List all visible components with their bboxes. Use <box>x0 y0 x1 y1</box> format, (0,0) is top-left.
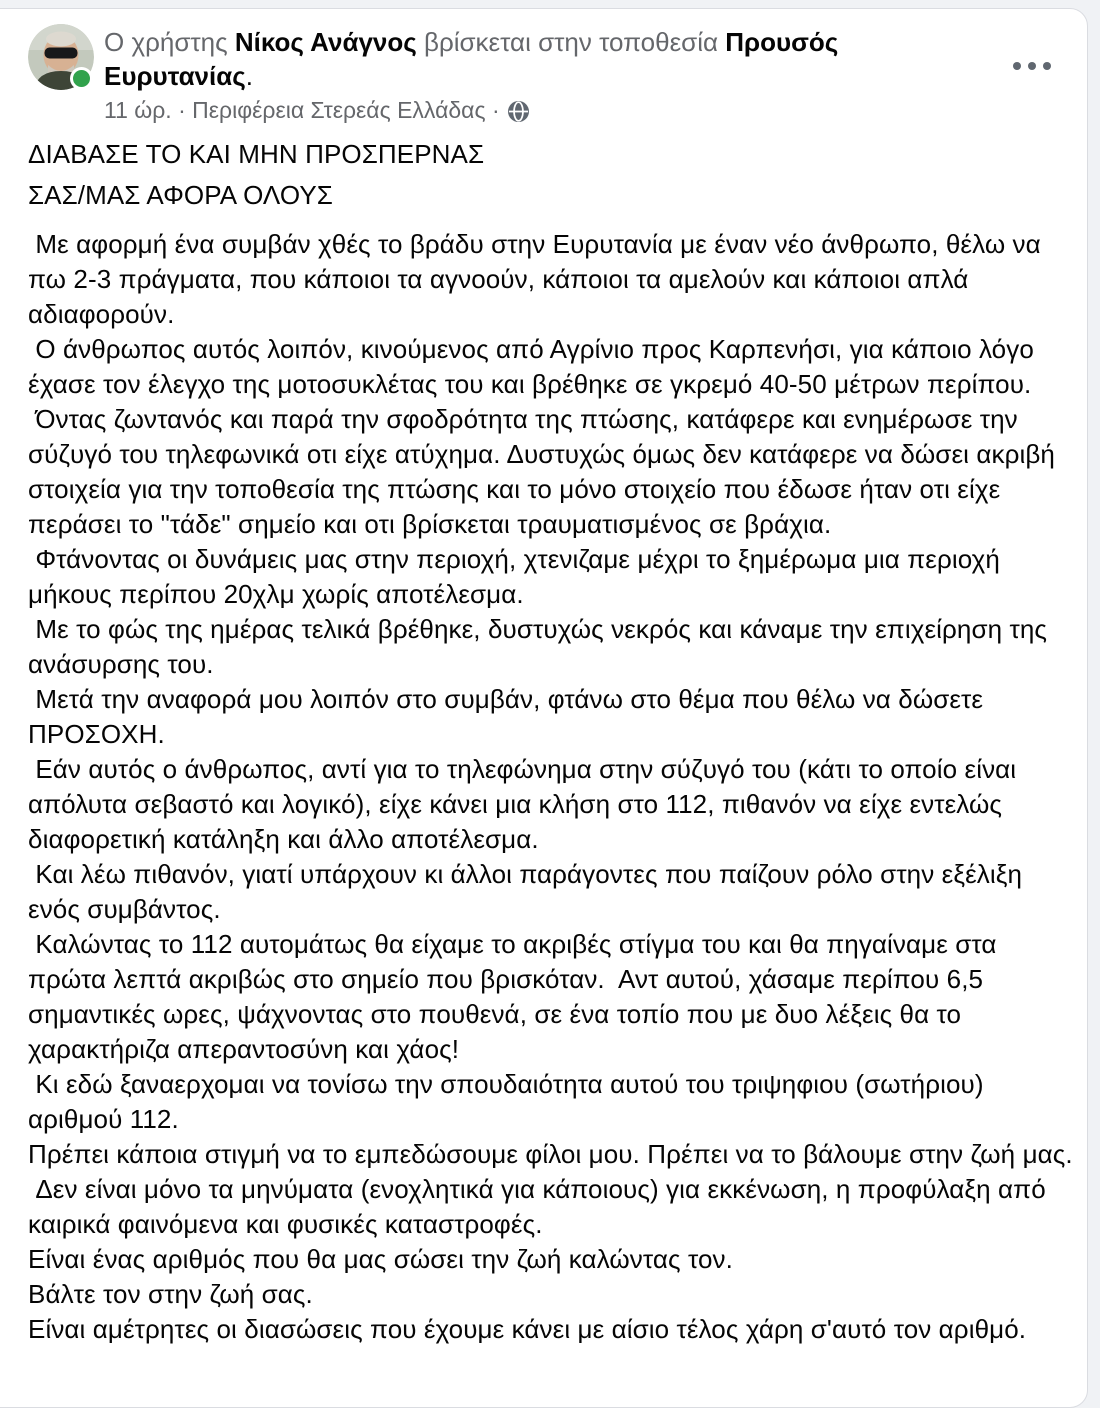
title-action: βρίσκεται στην τοποθεσία <box>416 27 726 57</box>
title-prefix: Ο χρήστης <box>104 27 235 57</box>
post-text-line: Και λέω πιθανόν, γιατί υπάρχουν κι άλλοι παράγοντες που παίζουν ρόλο στην εξέλιξη ενός συμβάντος. <box>28 859 1030 924</box>
header-text <box>104 24 1073 125</box>
post-text-line: Βάλτε τον στην ζωή σας. <box>28 1279 313 1309</box>
region-link[interactable]: Περιφέρεια Στερεάς Ελλάδας <box>192 97 486 123</box>
post-text-line: Δεν είναι μόνο τα μηνύματα (ενοχλητικά για κάποιους) για εκκένωση, η προφύλαξη από καιρικά φαινόμενα και φυσικές καταστροφές. <box>28 1174 1054 1239</box>
post-text-line: Είναι αμέτρητες οι διασώσεις που έχουμε κάνει με αίσιο τέλος χάρη σ'αυτό τον αριθμό. <box>28 1314 1027 1344</box>
post-text-line: ΔΙΑΒΑΣΕ ΤΟ ΚΑΙ ΜΗΝ ΠΡΟΣΠΕΡΝΑΣ <box>28 139 485 169</box>
post-text-line: Καλώντας το 112 αυτομάτως θα είχαμε το ακριβές στίγμα του και θα πηγαίναμε στα πρώτα λεπτά ακριβώς στο σημείο που βρισκόταν. Αντ αυτού, χάσαμε περίπου 6,5 σημαντικές ωρες, ψάχνοντας στο πουθενά, σε ένα τοπίο που με δυο λέξεις θα το χαρακτήριζα απεραντοσύνη και χάος! <box>28 929 1004 1064</box>
author-name-link[interactable]: Νίκος Ανάγνος <box>234 27 417 57</box>
ellipsis-dot <box>1013 62 1021 70</box>
post-text-line: Κι εδώ ξαναερχομαι να τονίσω την σπουδαιότητα αυτού του τριψηφιου (σωτήριου) αριθμού 112. <box>28 1069 991 1134</box>
post-title <box>104 25 1073 93</box>
avatar[interactable] <box>28 24 94 90</box>
post-content <box>28 137 1073 1347</box>
post-text-line: Εάν αυτός ο άνθρωπος, αντί για το τηλεφώνημα στην σύζυγό του (κάτι το οποίο είναι απόλυτα σεβαστό και λογικό), είχε κάνει μια κλήση στο 112, πιθανόν να είχε εντελώς διαφορετική κατάληξη και άλλο αποτέλεσμα. <box>28 754 1024 854</box>
post-header <box>28 24 1073 125</box>
more-options-button[interactable] <box>1005 54 1059 78</box>
post-text-line: Φτάνοντας οι δυνάμεις μας στην περιοχή, χτενιζαμε μέχρι το ξημέρωμα μια περιοχή μήκους περίπου 20χλμ χωρίς αποτέλεσμα. <box>28 544 1008 609</box>
ellipsis-dot <box>1043 62 1051 70</box>
post-text-line: Είναι ένας αριθμός που θα μας σώσει την ζωή καλώντας τον. <box>28 1244 733 1274</box>
location-link[interactable]: Προυσός Ευρυτανίας <box>104 27 839 91</box>
meta-separator: · <box>485 97 507 123</box>
post-text-line: ΣΑΣ/ΜΑΣ ΑΦΟΡΑ ΟΛΟΥΣ <box>28 180 333 210</box>
post-text-line: Ο άνθρωπος αυτός λοιπόν, κινούμενος από Αγρίνιο προς Καρπενήσι, για κάποιο λόγο έχασε τον έλεγχο της μοτοσυκλέτας του και βρέθηκε σε γκρεμό 40-50 μέτρων περίπου. <box>28 334 1042 399</box>
post-text-line: Με το φώς της ημέρας τελικά βρέθηκε, δυστυχώς νεκρός και κάναμε την επιχείρηση της ανάσυρσης του. <box>28 614 1055 679</box>
post-text-line: Μετά την αναφορά μου λοιπόν στο συμβάν, φτάνω στο θέμα που θέλω να δώσετε ΠΡΟΣΟΧΗ. <box>28 684 991 749</box>
ellipsis-dot <box>1028 62 1036 70</box>
globe-icon <box>508 101 529 122</box>
post-meta <box>104 95 1073 125</box>
online-indicator <box>70 67 93 90</box>
post-text-line: Με αφορμή ένα συμβάν χθές το βράδυ στην Ευρυτανία με έναν νέο άνθρωπο, θέλω να πω 2-3 πράγματα, που κάποιοι τα αγνοούν, κάποιοι τα αμελούν και κάποιοι απλά αδιαφορούν. <box>28 229 1049 329</box>
timestamp-link[interactable]: 11 ώρ. <box>104 97 172 123</box>
meta-separator: · <box>171 97 193 123</box>
post-card <box>0 8 1088 1408</box>
post-text-line: Όντας ζωντανός και παρά την σφοδρότητα της πτώσης, κατάφερε και ενημέρωσε την σύζυγό του τηλεφωνικά οτι είχε ατύχημα. Δυστυχώς όμως δεν κατάφερε να δώσει ακριβή στοιχεία για την τοποθεσία της πτώσης και το μόνο στοιχείο που έδωσε ήταν οτι είχε περάσει το "τάδε" σημείο και οτι βρίσκεται τραυματισμένος σε βράχια. <box>28 404 1063 539</box>
post-text-line: Πρέπει κάποια στιγμή να το εμπεδώσουμε φίλοι μου. Πρέπει να το βάλουμε στην ζωή μας. <box>28 1139 1073 1169</box>
title-period: . <box>245 61 253 91</box>
